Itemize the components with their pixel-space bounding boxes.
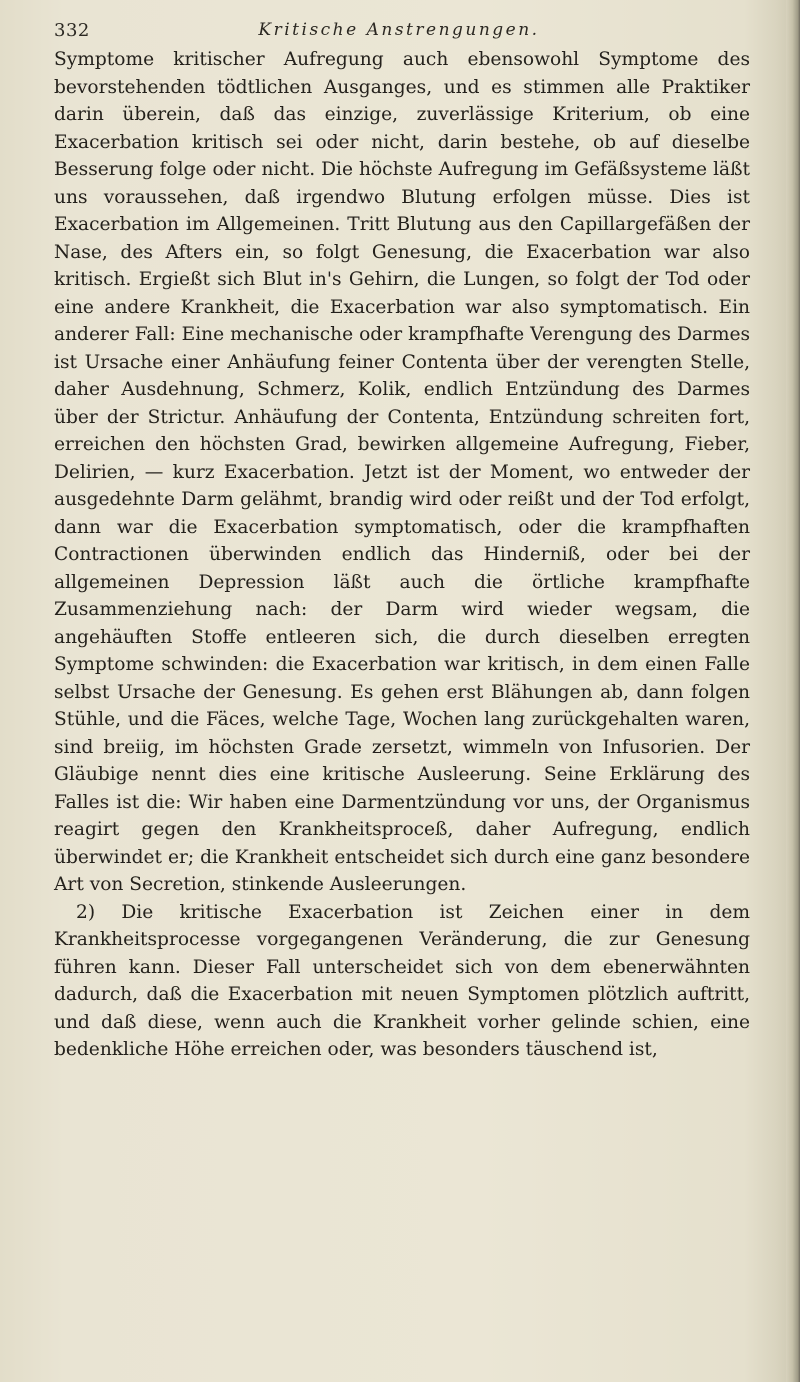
body-text (54, 46, 750, 1064)
page-number: 332 (54, 20, 90, 41)
page-header (54, 16, 744, 48)
paragraph: Symptome kritischer Aufregung auch ebensowohl Symptome des bevorstehenden tödtlichen Ausganges, und es stimmen alle Praktiker darin überein, daß das einzige, zuverlässige Kriterium, ob eine Exacerbation kritisch sei oder nicht, darin bestehe, ob auf dieselbe Besserung folge oder nicht. Die höchste Aufregung im Gefäßsysteme läßt uns voraussehen, daß irgendwo Blutung erfolgen müsse. Dies ist Exacerbation im Allgemeinen. Tritt Blutung aus den Capillargefäßen der Nase, des Afters ein, so folgt Genesung, die Exacerbation war also kritisch. Ergießt sich Blut in's Gehirn, die Lungen, so folgt der Tod oder eine andere Krankheit, die Exacerbation war also symptomatisch. Ein anderer Fall: Eine mechanische oder krampfhafte Verengung des Darmes ist Ursache einer Anhäufung feiner Contenta über der verengten Stelle, daher Ausdehnung, Schmerz, Kolik, endlich Entzündung des Darmes über der Strictur. Anhäufung der Contenta, Entzündung schreiten fort, erreichen den höchsten Grad, bewirken allgemeine Aufregung, Fieber, Delirien, — kurz Exacerbation. Jetzt ist der Moment, wo entweder der ausgedehnte Darm gelähmt, brandig wird oder reißt und der Tod erfolgt, dann war die Exacerbation symptomatisch, oder die krampfhaften Contractionen überwinden endlich das Hinderniß, oder bei der allgemeinen Depression läßt auch die örtliche krampfhafte Zusammenziehung nach: der Darm wird wieder wegsam, die angehäuften Stoffe entleeren sich, die durch dieselben erregten Symptome schwinden: die Exacerbation war kritisch, in dem einen Falle selbst Ursache der Genesung. Es gehen erst Blähungen ab, dann folgen Stühle, und die Fäces, welche Tage, Wochen lang zurückgehalten waren, sind breiig, im höchsten Grade zersetzt, wimmeln von Infusorien. Der Gläubige nennt dies eine kritische Ausleerung. Seine Erklärung des Falles ist die: Wir haben eine Darmentzündung vor uns, der Organismus reagirt gegen den Krankheitsproceß, daher Aufregung, endlich überwindet er; die Krankheit entscheidet sich durch eine ganz besondere Art von Secretion, stinkende Ausleerungen. (54, 49, 750, 895)
page-edge-shadow (786, 0, 800, 1382)
running-head: Kritische Anstrengungen. (258, 20, 540, 40)
paragraph: 2) Die kritische Exacerbation ist Zeichen einer in dem Krankheitsprocesse vorgegangenen Veränderung, die zur Genesung führen kann. Dieser Fall unterscheidet sich von dem ebenerwähnten dadurch, daß die Exacerbation mit neuen Symptomen plötzlich auftritt, und daß diese, wenn auch die Krankheit vorher gelinde schien, eine bedenkliche Höhe erreichen oder, was besonders täuschend ist, (54, 901, 750, 1060)
